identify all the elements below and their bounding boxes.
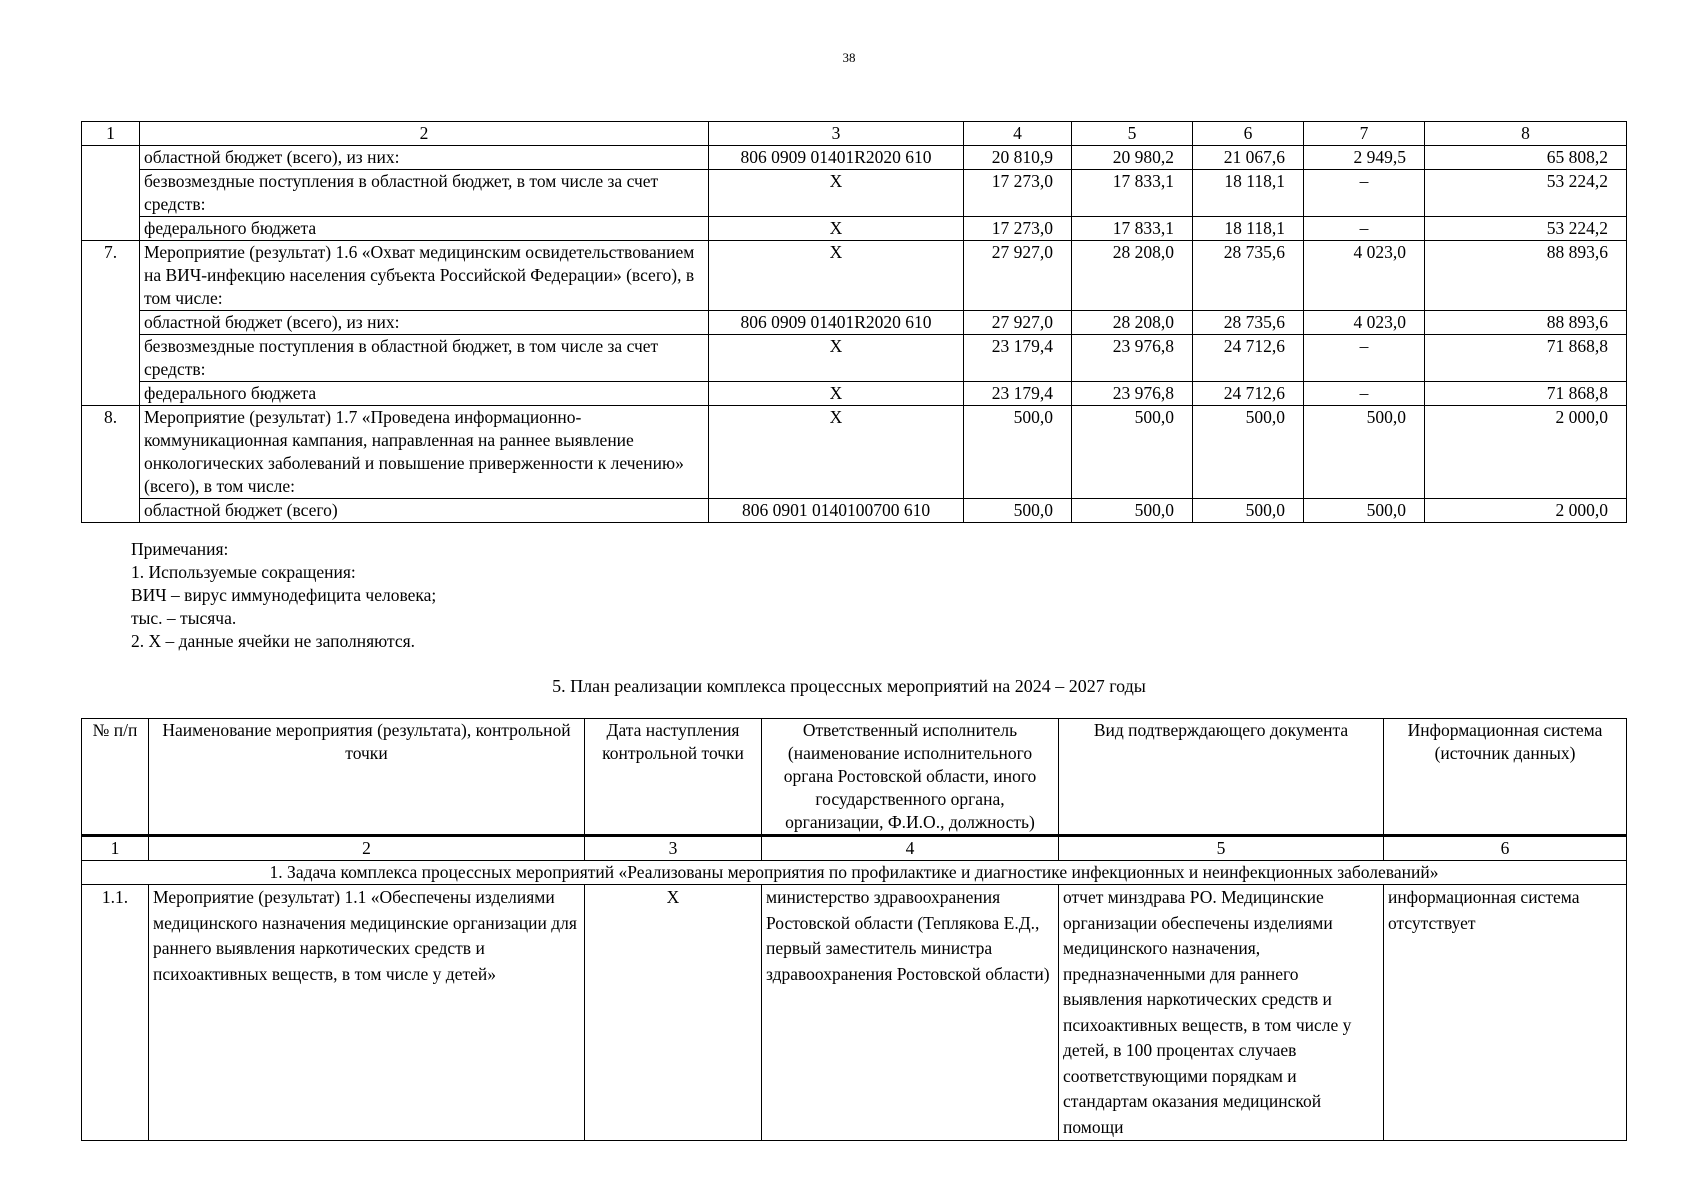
cell-2026: 21 067,6	[1193, 146, 1304, 170]
row-code: X	[709, 170, 964, 217]
cell-2026: 24 712,6	[1193, 382, 1304, 406]
cell-2025: 20 980,2	[1072, 146, 1193, 170]
cell-total: 2 000,0	[1425, 499, 1627, 523]
cell-2026: 18 118,1	[1193, 217, 1304, 241]
cell-total: 88 893,6	[1425, 241, 1627, 311]
notes-title: Примечания:	[131, 539, 229, 559]
table-row	[82, 146, 1627, 170]
cell-2027: –	[1304, 382, 1425, 406]
col-number: 2	[149, 836, 585, 861]
cell-2025: 28 208,0	[1072, 311, 1193, 335]
cell-2026: 500,0	[1193, 406, 1304, 499]
col-header: Вид подтверждающего документа	[1059, 719, 1384, 836]
row-code: X	[709, 217, 964, 241]
col-number: 3	[585, 836, 762, 861]
col-header: Информационная система (источник данных)	[1384, 719, 1627, 836]
col-header: 6	[1193, 122, 1304, 146]
table-header-row	[82, 122, 1627, 146]
page-number: 38	[842, 50, 856, 65]
row-name: федерального бюджета	[140, 217, 709, 241]
cell-total: 88 893,6	[1425, 311, 1627, 335]
cell-2025: 500,0	[1072, 406, 1193, 499]
row-date: X	[585, 885, 762, 1141]
notes-line: тыс. – тысяча.	[131, 608, 237, 628]
cell-2026: 28 735,6	[1193, 311, 1304, 335]
col-header: 3	[709, 122, 964, 146]
table-row	[82, 382, 1627, 406]
row-name: Мероприятие (результат) 1.1 «Обеспечены изделиями медицинского назначения медицинские организации для раннего выявления наркотических средств и психоактивных веществ, в том числе у детей»	[149, 885, 585, 1141]
section-title: 5. План реализации комплекса процессных мероприятий на 2024 – 2027 годы	[552, 676, 1146, 696]
table-row	[82, 406, 1627, 499]
notes-block	[131, 538, 436, 653]
row-code: X	[709, 241, 964, 311]
notes-line: 1. Используемые сокращения:	[131, 562, 356, 582]
row-name: Мероприятие (результат) 1.6 «Охват медицинским освидетельствованием на ВИЧ-инфекцию населения субъекта Российской Федерации» (всего), в том числе:	[140, 241, 709, 311]
cell-2024: 500,0	[964, 406, 1072, 499]
col-header: № п/п	[82, 719, 149, 836]
cell-2024: 27 927,0	[964, 241, 1072, 311]
row-responsible: министерство здравоохранения Ростовской области (Теплякова Е.Д., первый заместитель министра здравоохранения Ростовской области)	[762, 885, 1059, 1141]
table-row	[82, 241, 1627, 311]
col-number: 5	[1059, 836, 1384, 861]
table-row	[82, 335, 1627, 382]
cell-2026: 500,0	[1193, 499, 1304, 523]
row-code: 806 0901 0140100700 610	[709, 499, 964, 523]
cell-2026: 28 735,6	[1193, 241, 1304, 311]
notes-line: 2. X – данные ячейки не заполняются.	[131, 631, 416, 651]
cell-2026: 24 712,6	[1193, 335, 1304, 382]
row-name: областной бюджет (всего), из них:	[140, 146, 709, 170]
cell-2025: 28 208,0	[1072, 241, 1193, 311]
col-number: 1	[82, 836, 149, 861]
cell-2025: 17 833,1	[1072, 217, 1193, 241]
cell-2027: –	[1304, 217, 1425, 241]
row-code: X	[709, 406, 964, 499]
col-header: Наименование мероприятия (результата), контрольной точки	[149, 719, 585, 836]
row-code: X	[709, 382, 964, 406]
row-name: безвозмездные поступления в областной бюджет, в том числе за счет средств:	[140, 170, 709, 217]
column-number-row	[82, 836, 1627, 861]
notes-line: ВИЧ – вирус иммунодефицита человека;	[131, 585, 437, 605]
col-header: Ответственный исполнитель (наименование исполнительного органа Ростовской области, иного государственного органа, организации, Ф.И.О., должность)	[762, 719, 1059, 836]
table-row	[82, 217, 1627, 241]
cell-total: 53 224,2	[1425, 170, 1627, 217]
col-number: 4	[762, 836, 1059, 861]
cell-2027: 4 023,0	[1304, 241, 1425, 311]
cell-total: 2 000,0	[1425, 406, 1627, 499]
cell-2025: 23 976,8	[1072, 335, 1193, 382]
row-code: 806 0909 01401R2020 610	[709, 311, 964, 335]
task-title: 1. Задача комплекса процессных мероприятий «Реализованы мероприятия по профилактике и диагностике инфекционных и неинфекционных заболеваний»	[82, 861, 1627, 885]
row-name: федерального бюджета	[140, 382, 709, 406]
row-name: безвозмездные поступления в областной бюджет, в том числе за счет средств:	[140, 335, 709, 382]
row-code: X	[709, 335, 964, 382]
cell-2025: 500,0	[1072, 499, 1193, 523]
cell-2024: 17 273,0	[964, 170, 1072, 217]
row-name: областной бюджет (всего), из них:	[140, 311, 709, 335]
col-header: 5	[1072, 122, 1193, 146]
col-header: 7	[1304, 122, 1425, 146]
row-name: Мероприятие (результат) 1.7 «Проведена информационно-коммуникационная кампания, направленная на раннее выявление онкологических заболеваний и повышение приверженности к лечению» (всего), в том числе:	[140, 406, 709, 499]
col-number: 6	[1384, 836, 1627, 861]
cell-2025: 23 976,8	[1072, 382, 1193, 406]
cell-2024: 23 179,4	[964, 335, 1072, 382]
cell-2024: 500,0	[964, 499, 1072, 523]
table-row	[82, 170, 1627, 217]
cell-2027: 500,0	[1304, 406, 1425, 499]
col-header: 2	[140, 122, 709, 146]
row-system: информационная система отсутствует	[1384, 885, 1627, 1141]
cell-2027: –	[1304, 170, 1425, 217]
financing-table	[81, 121, 1627, 523]
cell-2026: 18 118,1	[1193, 170, 1304, 217]
cell-total: 71 868,8	[1425, 335, 1627, 382]
cell-2027: 4 023,0	[1304, 311, 1425, 335]
table-row	[82, 311, 1627, 335]
cell-2024: 23 179,4	[964, 382, 1072, 406]
cell-total: 65 808,2	[1425, 146, 1627, 170]
row-code: 806 0909 01401R2020 610	[709, 146, 964, 170]
cell-2024: 27 927,0	[964, 311, 1072, 335]
table-row	[82, 499, 1627, 523]
table-header-row	[82, 719, 1627, 836]
table-row	[82, 885, 1627, 1141]
row-number: 1.1.	[82, 885, 149, 1141]
cell-2024: 20 810,9	[964, 146, 1072, 170]
cell-2027: 500,0	[1304, 499, 1425, 523]
cell-2024: 17 273,0	[964, 217, 1072, 241]
cell-2027: 2 949,5	[1304, 146, 1425, 170]
plan-table	[81, 718, 1627, 1141]
col-header: 1	[82, 122, 140, 146]
row-number	[82, 146, 140, 241]
row-name: областной бюджет (всего)	[140, 499, 709, 523]
row-number: 7.	[82, 241, 140, 406]
cell-2027: –	[1304, 335, 1425, 382]
row-number: 8.	[82, 406, 140, 523]
col-header: 4	[964, 122, 1072, 146]
cell-total: 53 224,2	[1425, 217, 1627, 241]
task-row	[82, 861, 1627, 885]
row-document: отчет минздрава РО. Медицинские организации обеспечены изделиями медицинского назначения, предназначенными для раннего выявления наркотических средств и психоактивных веществ, в том числе у детей, в 100 процентах случаев соответствующими порядкам и стандартам оказания медицинской помощи	[1059, 885, 1384, 1141]
col-header: Дата наступления контрольной точки	[585, 719, 762, 836]
cell-total: 71 868,8	[1425, 382, 1627, 406]
cell-2025: 17 833,1	[1072, 170, 1193, 217]
col-header: 8	[1425, 122, 1627, 146]
